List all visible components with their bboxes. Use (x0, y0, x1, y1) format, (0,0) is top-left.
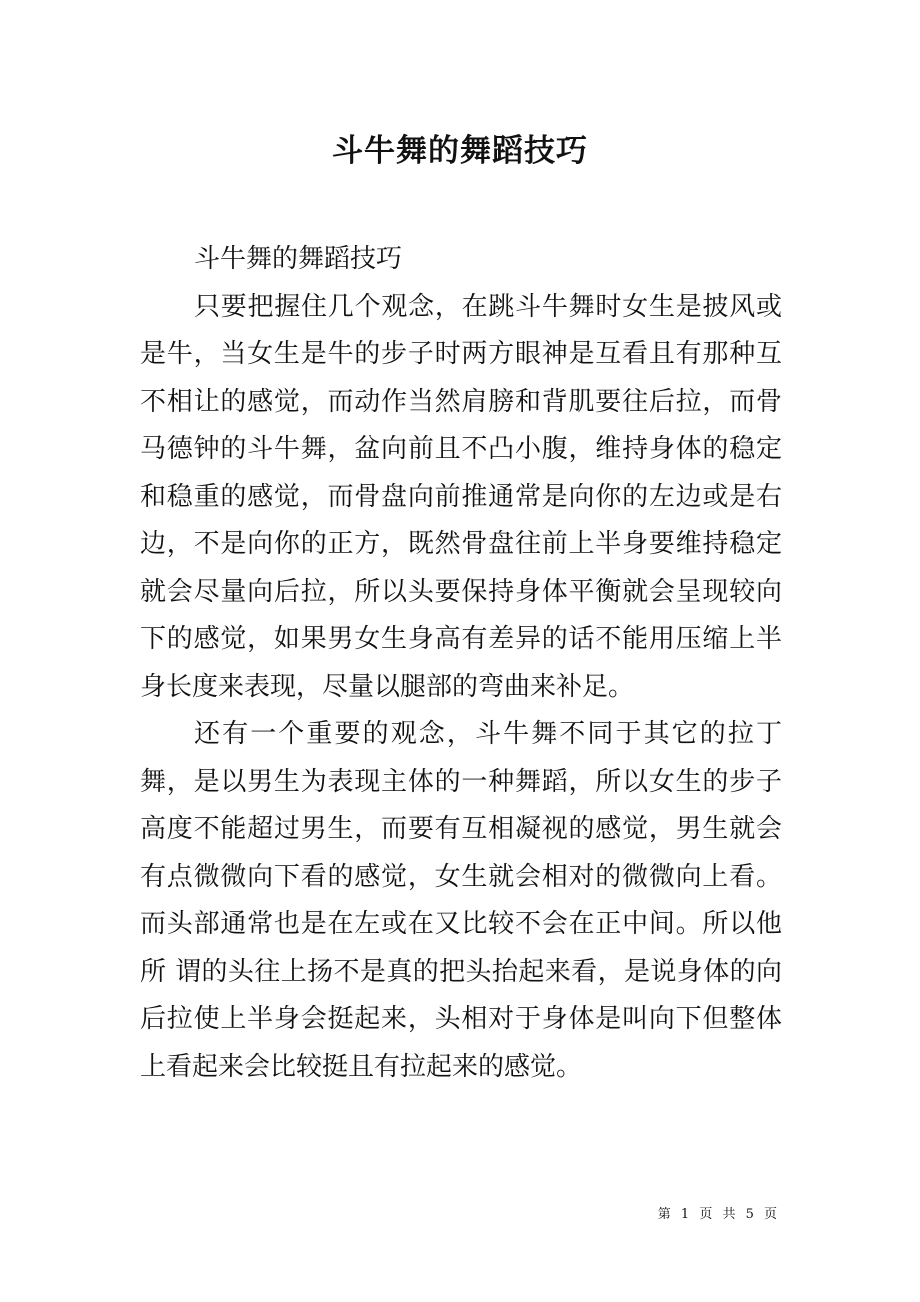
document-body (140, 236, 782, 1091)
document-title: 斗牛舞的舞蹈技巧 (332, 133, 588, 169)
page-number-footer: 第 1 页 共 5 页 (657, 1207, 780, 1222)
paragraph-body-1: 只要把握住几个观念，在跳斗牛舞时女生是披风或是牛，当女生是牛的步子时两方眼神是互看且有那种互不相让的感觉，而动作当然肩膀和背肌要往后拉，而骨马德钟的斗牛舞，盆向前且不凸小腹，维持身体的稳定和稳重的感觉，而骨盘向前推通常是向你的左边或是右边，不是向你的正方，既然骨盘往前上半身要维持稳定就会尽量向后拉，所以头要保持身体平衡就会呈现较向下的感觉，如果男女生身高有差异的话不能用压缩上半身长度来表现，尽量以腿部的弯曲来补足。 (140, 291, 782, 702)
paragraph-subtitle: 斗牛舞的舞蹈技巧 (194, 244, 403, 274)
paragraph-body-2: 还有一个重要的观念，斗牛舞不同于其它的拉丁舞，是以男生为表现主体的一种舞蹈，所以女生的步子高度不能超过男生，而要有互相凝视的感觉，男生就会有点微微向下看的感觉，女生就会相对的微微向上看。而头部通常也是在左或在又比较不会在正中间。所以他所 谓的头往上扬不是真的把头抬起来看，是说身体的向后拉使上半身会挺起来，头相对于身体是叫向下但整体上看起来会比较挺且有拉起来的感觉。 (140, 719, 782, 1082)
